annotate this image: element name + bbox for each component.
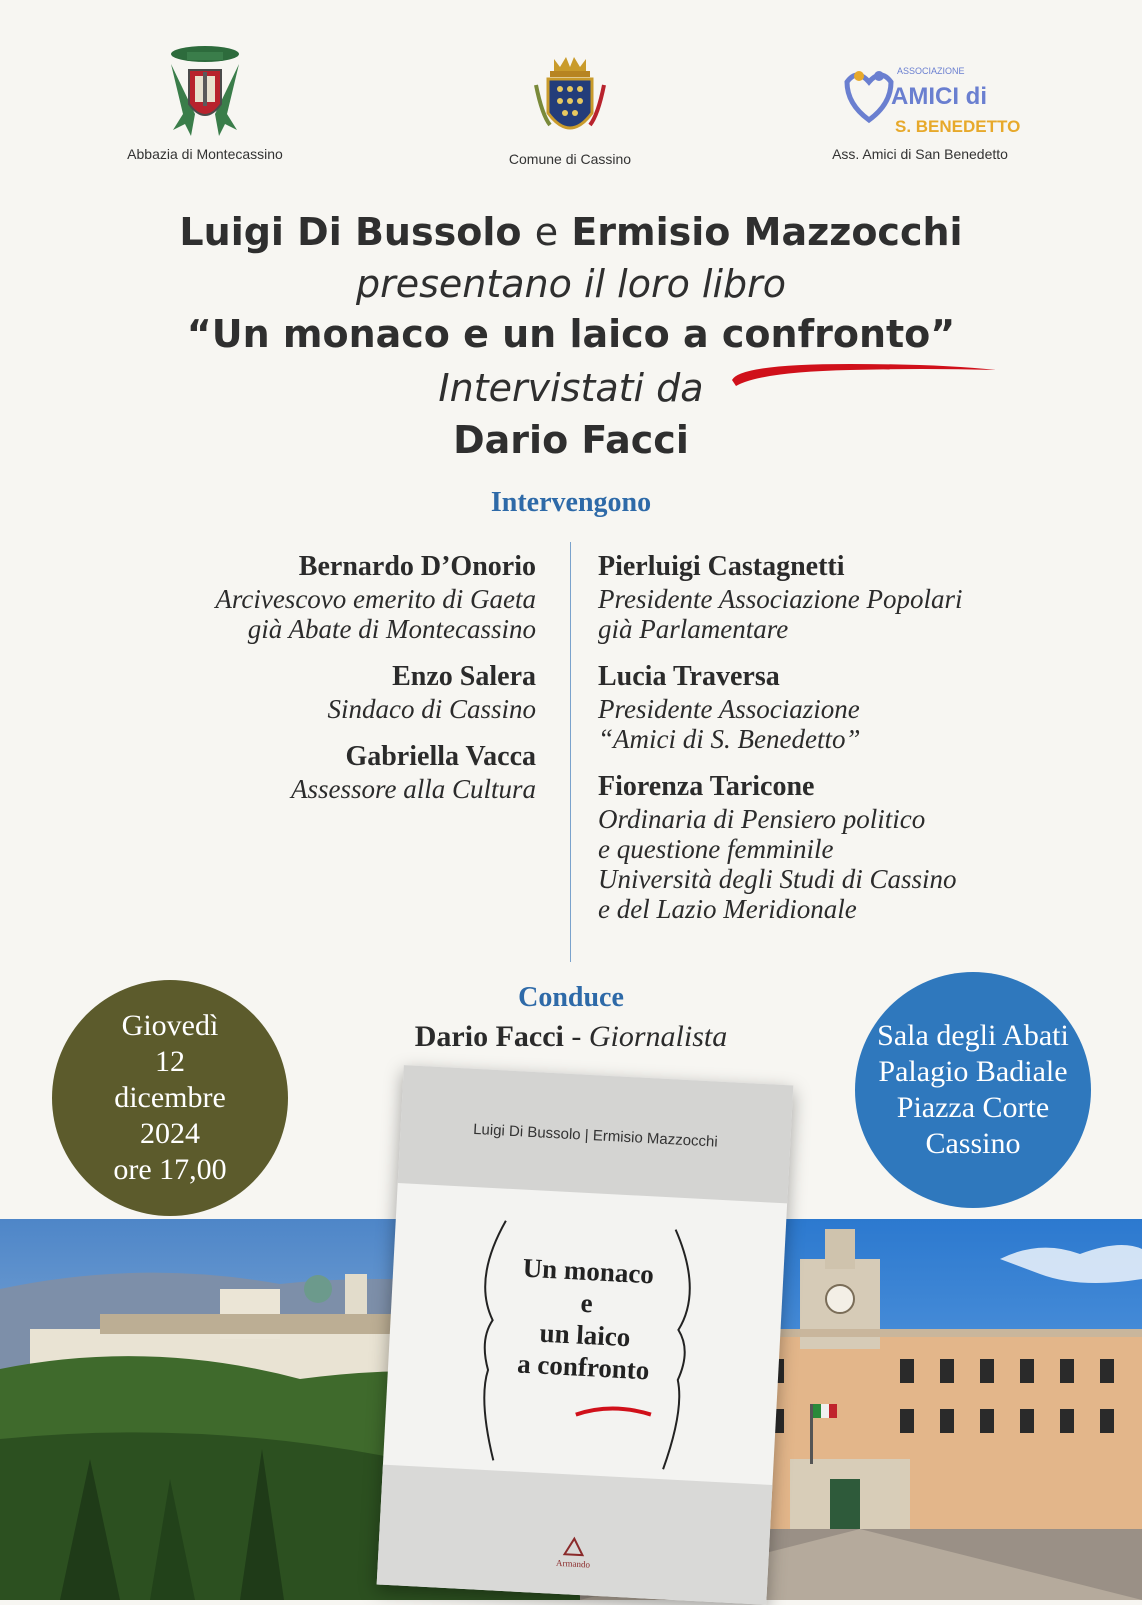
speakers-heading: Intervengono	[490, 487, 652, 518]
speaker	[116, 740, 536, 804]
conduce-name: Dario Facci	[414, 1020, 564, 1053]
association-logo-icon	[835, 60, 1021, 140]
speaker-name: Bernardo D’Onorio	[298, 551, 536, 582]
author-1: Luigi Di Bussolo	[179, 210, 522, 254]
column-divider	[570, 542, 571, 962]
speaker	[598, 770, 1058, 924]
speaker-role: e del Lazio Meridionale	[598, 894, 857, 924]
speaker-name: Gabriella Vacca	[345, 741, 536, 772]
city-coat-of-arms-icon	[530, 55, 610, 145]
speaker-role: già Abate di Montecassino	[247, 614, 536, 644]
speaker-role: e questione femminile	[598, 834, 834, 864]
book-title-line: “Un monaco e un laico a confronto”	[186, 312, 956, 356]
author-2: Ermisio Mazzocchi	[571, 210, 963, 254]
speaker-role: Arcivescovo emerito di Gaeta	[215, 584, 536, 614]
logo-text-top: ASSOCIAZIONE	[897, 66, 965, 76]
conduce-role: Giornalista	[588, 1020, 728, 1053]
speaker	[598, 550, 1058, 644]
book-title-line: a confronto	[516, 1348, 651, 1386]
date-circle	[52, 980, 288, 1216]
speaker	[116, 550, 536, 644]
speaker-role: Presidente Associazione	[598, 694, 860, 724]
publisher-name: Armando	[555, 1557, 591, 1570]
logo-caption: Comune di Cassino	[508, 151, 632, 167]
venue-circle	[855, 972, 1091, 1208]
venue-line: Palagio Badiale	[878, 1055, 1068, 1088]
speaker-name: Pierluigi Castagnetti	[598, 551, 845, 582]
date-month: dicembre	[114, 1081, 226, 1114]
publisher-logo-icon	[562, 1536, 585, 1557]
host-name: Dario Facci	[453, 418, 689, 462]
venue-line: Cassino	[925, 1127, 1021, 1160]
speakers-right-column	[598, 550, 1058, 940]
logo-text-sub: S. BENEDETTO	[895, 117, 1021, 136]
conduce-sep: -	[563, 1020, 589, 1053]
speakers-left-column	[116, 550, 536, 820]
speaker-role: Ordinaria di Pensiero politico	[598, 804, 926, 834]
speaker-role: Assessore alla Cultura	[290, 774, 536, 804]
book-top-band	[398, 1065, 794, 1203]
book-cover	[377, 1065, 794, 1605]
speaker-role: “Amici di S. Benedetto”	[598, 724, 861, 754]
conjunction: e	[534, 210, 559, 254]
interviewed-line: Intervistati da	[438, 366, 704, 410]
logo-text-main: AMICI di	[891, 83, 987, 110]
present-line: presentano il loro libro	[355, 262, 787, 306]
book-title-line: Un monaco	[522, 1252, 655, 1290]
speaker-name: Fiorenza Taricone	[598, 771, 815, 802]
speaker-name: Enzo Salera	[392, 661, 536, 692]
speaker	[116, 660, 536, 724]
speaker-role: già Parlamentare	[598, 614, 789, 644]
conduce-heading: Conduce	[518, 982, 624, 1013]
date-year: 2024	[140, 1117, 200, 1150]
logo-caption: Ass. Amici di San Benedetto	[832, 146, 1008, 162]
book-authors: Luigi Di Bussolo | Ermisio Mazzocchi	[472, 1120, 719, 1151]
logo-caption: Abbazia di Montecassino	[127, 146, 283, 162]
logo-comune	[475, 55, 665, 167]
speaker-role: Presidente Associazione Popolari	[598, 584, 963, 614]
date-day: Giovedì	[121, 1009, 219, 1042]
authors-line	[0, 210, 1142, 254]
logo-amici	[815, 60, 1025, 162]
book-title-line: e	[579, 1287, 594, 1319]
date-num: 12	[155, 1045, 185, 1078]
abbey-coat-of-arms-icon	[165, 44, 245, 140]
speaker-role: Università degli Studi di Cassino	[598, 864, 957, 894]
speaker-name: Lucia Traversa	[598, 661, 780, 692]
logo-abbazia	[110, 44, 300, 162]
speaker-role: Sindaco di Cassino	[327, 694, 536, 724]
venue-line: Sala degli Abati	[877, 1019, 1069, 1052]
venue-line: Piazza Corte	[896, 1091, 1050, 1124]
book-title-line: un laico	[538, 1317, 632, 1353]
speaker	[598, 660, 1058, 754]
date-time: ore 17,00	[113, 1153, 227, 1186]
book-title	[388, 1245, 784, 1393]
